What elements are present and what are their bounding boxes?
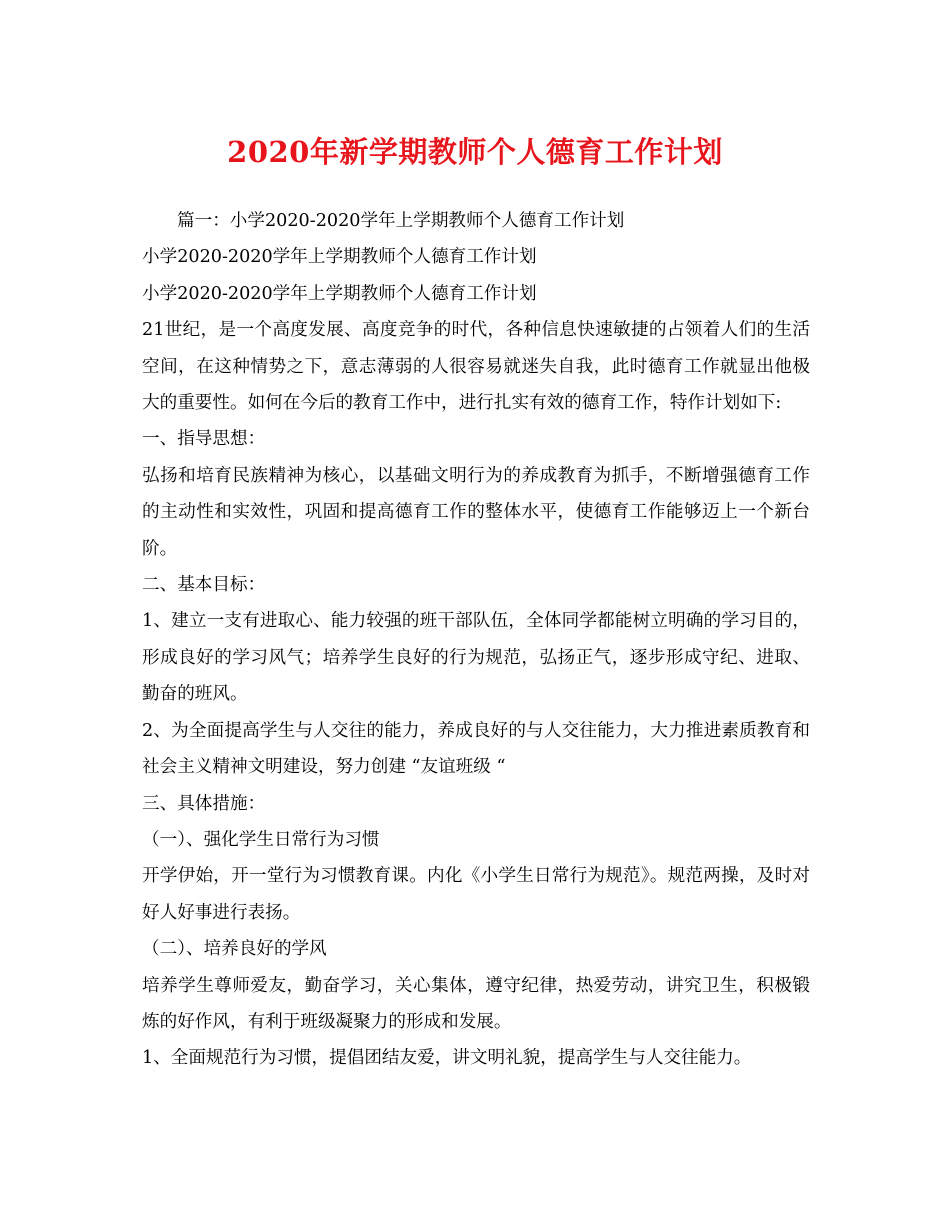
subheading-study-style: （二）、培养良好的学风 bbox=[142, 939, 327, 960]
paragraph-subtitle: 小学2020-2020学年上学期教师个人德育工作计划 bbox=[142, 247, 537, 268]
paragraph-guiding-thought: 弘扬和培育民族精神为核心，以基础文明行为的养成教育为抓手，不断增强德育工作的主动性和实效性，巩固和提高德育工作的整体水平，使德育工作能够迈上一个新台阶。 bbox=[142, 465, 810, 559]
paragraph-goal-1: 1、建立一支有进取心、能力较强的班干部队伍，全体同学都能树立明确的学习目的，形成良好的学习风气；培养学生良好的行为规范，弘扬正气，逐步形成守纪、进取、勤奋的班风。 bbox=[142, 611, 810, 705]
paragraph-goal-2: 2、为全面提高学生与人交往的能力，养成良好的与人交往能力，大力推进素质教育和社会主义精神文明建设，努力创建 “友谊班级 “ bbox=[142, 720, 810, 778]
document-title: 2020年新学期教师个人德育工作计划 bbox=[227, 135, 723, 169]
section-heading-measures: 三、具体措施： bbox=[142, 793, 266, 814]
paragraph-daily-habits: 开学伊始，开一堂行为习惯教育课。内化《小学生日常行为规范》。规范两操，及时对好人好事进行表扬。 bbox=[142, 866, 810, 923]
subheading-daily-habits: （一）、强化学生日常行为习惯 bbox=[142, 829, 380, 850]
paragraph-measure-1: 1、全面规范行为习惯，提倡团结友爱，讲文明礼貌，提高学生与人交往能力。 bbox=[142, 1048, 752, 1069]
document-body bbox=[142, 203, 810, 1077]
paragraph-part-heading: 篇一：小学2020-2020学年上学期教师个人德育工作计划 bbox=[177, 211, 625, 231]
section-heading-guiding-thought: 一、指导思想： bbox=[142, 429, 266, 450]
paragraph-study-style: 培养学生尊师爱友，勤奋学习，关心集体，遵守纪律，热爱劳动，讲究卫生，积极锻炼的好作风，有利于班级凝聚力的形成和发展。 bbox=[142, 975, 810, 1032]
paragraph-intro: 21世纪，是一个高度发展、高度竞争的时代，各种信息快速敏捷的占领着人们的生活空间，在这种情势之下，意志薄弱的人很容易就迷失自我，此时德育工作就显出他极大的重要性。如何在今后的教育工作中，进行扎实有效的德育工作，特作计划如下: bbox=[142, 320, 810, 414]
paragraph-subtitle: 小学2020-2020学年上学期教师个人德育工作计划 bbox=[142, 283, 537, 304]
section-heading-basic-goals: 二、基本目标： bbox=[142, 575, 266, 596]
